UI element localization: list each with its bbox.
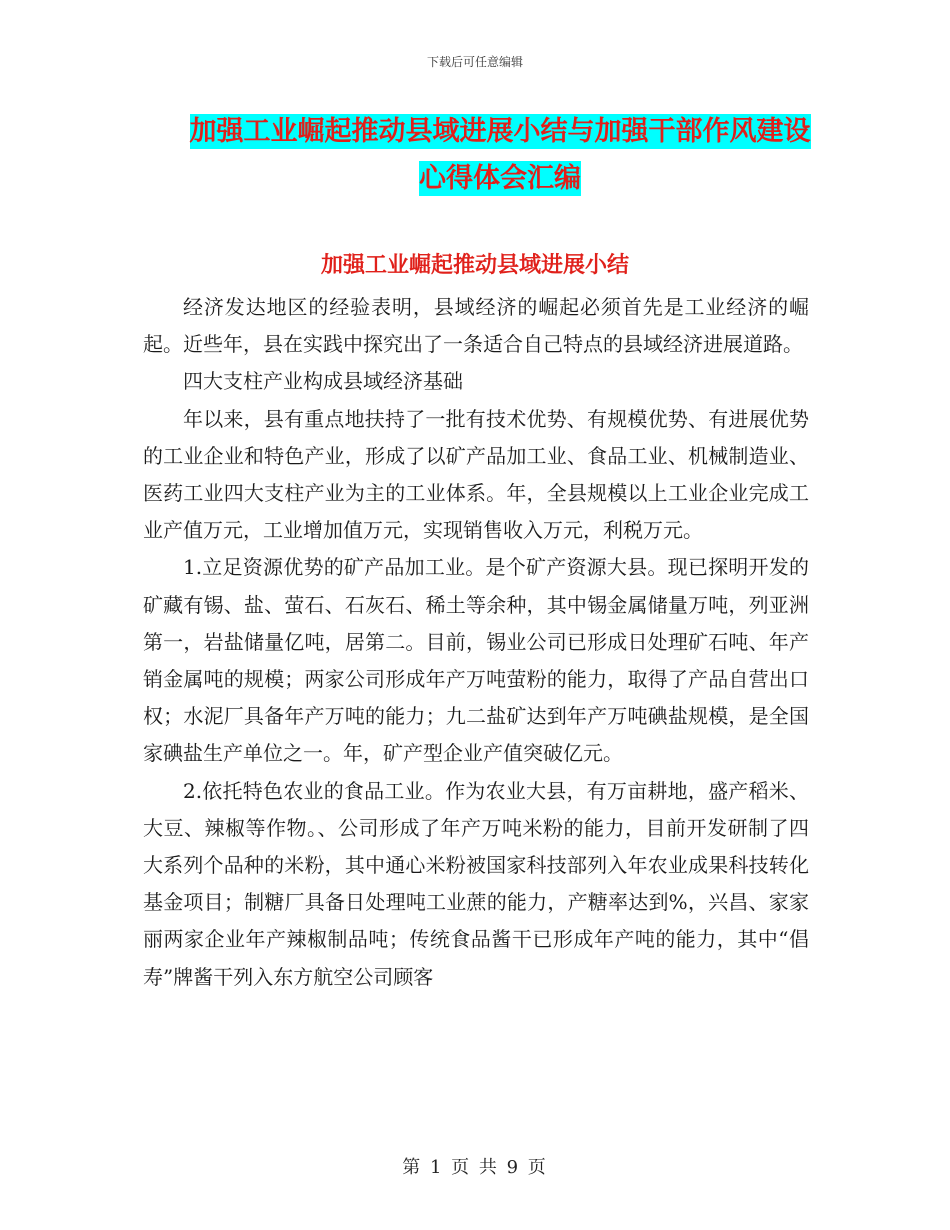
document-title-line-1: 加强工业崛起推动县域进展小结与加强干部作风建设	[189, 116, 811, 147]
document-title	[120, 108, 880, 202]
paragraph: 1.立足资源优势的矿产品加工业。是个矿产资源大县。现已探明开发的矿藏有锡、盐、萤石、石灰石、稀土等余种，其中锡金属储量万吨，列亚洲第一，岩盐储量亿吨，居第二。目前，锡业公司已形成日处理矿石吨、年产销金属吨的规模；两家公司形成年产万吨萤粉的能力，取得了产品自营出口权；水泥厂具备年产万吨的能力；九二盐矿达到年产万吨碘盐规模，是全国家碘盐生产单位之一。年，矿产型企业产值突破亿元。	[143, 555, 809, 766]
header-note: 下载后可任意编辑	[426, 55, 523, 69]
section-title: 加强工业崛起推动县域进展小结	[320, 253, 629, 278]
page-footer: 第 1 页 共 9 页	[402, 1157, 548, 1178]
paragraph-subheading: 四大支柱产业构成县域经济基础	[183, 369, 463, 394]
body-text	[143, 289, 809, 996]
paragraph: 2.依托特色农业的食品工业。作为农业大县，有万亩耕地，盛产稻米、大豆、辣椒等作物。、公司形成了年产万吨米粉的能力，目前开发研制了四大系列个品种的米粉，其中通心米粉被国家科技部列入年农业成果科技转化基金项目；制糖厂具备日处理吨工业蔗的能力，产糖率达到%，兴昌、家家丽两家企业年产辣椒制品吨；传统食品酱干已形成年产吨的能力，其中“倡寿”牌酱干列入东方航空公司顾客	[143, 778, 809, 989]
document-title-line-2: 心得体会汇编	[419, 163, 581, 194]
paragraph: 经济发达地区的经验表明，县域经济的崛起必须首先是工业经济的崛起。近些年，县在实践中探究出了一条适合自己特点的县域经济进展道路。	[143, 295, 809, 357]
paragraph: 年以来，县有重点地扶持了一批有技术优势、有规模优势、有进展优势的工业企业和特色产业，形成了以矿产品加工业、食品工业、机械制造业、医药工业四大支柱产业为主的工业体系。年，全县规模以上工业企业完成工业产值万元，工业增加值万元，实现销售收入万元，利税万元。	[143, 406, 809, 543]
